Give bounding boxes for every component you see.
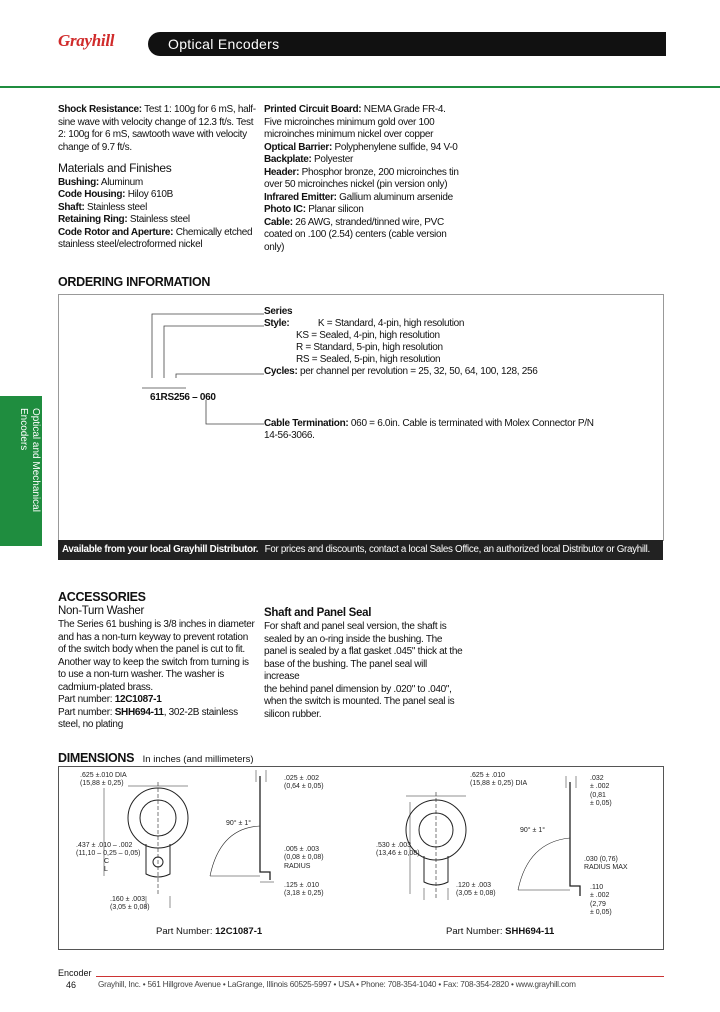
shock-label: Shock Resistance: [58, 104, 142, 115]
d2-part-number [446, 926, 554, 937]
section-tab-line2: Encoders [18, 408, 29, 451]
d2-120: .120 ± .003 [456, 882, 491, 889]
cable-label: Cable: [264, 216, 293, 228]
availability-bold: Available from your local Grayhill Distributor. [62, 544, 259, 555]
cable-termination-value: 060 = 6.0in. Cable is terminated with Molex Connector P/N [348, 418, 594, 429]
d1-part-number [156, 926, 262, 937]
washer-line: The Series 61 bushing is 3/8 inches in diameter [58, 619, 255, 630]
grayhill-logo: Grayhill [58, 31, 115, 50]
pcb-label: Printed Circuit Board: [264, 104, 362, 115]
d2-110-dimension [590, 884, 612, 918]
d2-dia: .625 ± .010 [470, 772, 505, 779]
specs-left [58, 104, 258, 252]
photo-ic-label: Photo IC: [264, 204, 306, 215]
rotor-value: Chemically etched [173, 226, 253, 238]
d1-angle: 90° ± 1° [226, 820, 252, 827]
d2-530-dimension [376, 842, 420, 859]
header-value: over 50 microinches nickel (pin version only) [264, 179, 448, 190]
title-bar [148, 32, 666, 56]
d1-160-mm: (3,05 ± 0,08) [110, 904, 150, 912]
d1-radius: .005 ± .003 [284, 846, 319, 853]
d1-radius-dimension [284, 846, 324, 871]
washer-line: Another way to keep the switch from turning is [58, 656, 249, 668]
header-value: Phosphor bronze, 200 microinches tin [299, 166, 459, 178]
ordering-details [264, 306, 537, 378]
d2-dia-mm: (15,88 ± 0,25) DIA [470, 780, 528, 788]
d2-032-mm: (0,81 [590, 791, 606, 799]
emitter-label: Infrared Emitter: [264, 191, 337, 203]
barrier-label: Optical Barrier: [264, 141, 333, 153]
seal-pn-label: Part number: [58, 706, 115, 718]
shaft-line: the behind panel dimension by .020" to .040", [264, 683, 452, 695]
cable-termination-value: 14-56-3066. [264, 430, 315, 441]
washer-line: cadmium-plated brass. [58, 681, 153, 693]
d2-110: .110 [590, 884, 604, 891]
cycles-value: per channel per revolution = 25, 32, 50, 64, 100, 128, 256 [299, 366, 538, 377]
d2-pn: SHH694-11 [505, 926, 555, 937]
d1-dia-mm: (15,88 ± 0,25) [80, 780, 124, 788]
page-title: Optical Encoders [168, 36, 280, 52]
shock-text: 2: 100g for 6 mS, sawtooth wave with velocity [58, 129, 247, 140]
emitter-value: Gallium aluminum arsenide [336, 191, 453, 203]
d2-110-tol: ± .002 [590, 892, 610, 900]
washer-line: and has a non-turn keyway to prevent rotation [58, 631, 248, 643]
footer-address: Grayhill, Inc. • 561 Hillgrove Avenue • LaGrange, Illinois 60525-5997 • USA • Phone: 708-354-1040 • Fax: 708-354-2820 • www.grayhill.com [98, 980, 576, 989]
washer-pn-label: Part number: [58, 694, 115, 705]
d1-pn: 12C1087-1 [215, 926, 263, 937]
shaft-label: Shaft: [58, 201, 85, 213]
dimensions-sub: In inches (and millimeters) [142, 754, 254, 765]
cycles-line [176, 374, 264, 378]
bushing-label: Bushing: [58, 176, 99, 188]
seal-pn-text: , 302-2B stainless [163, 706, 238, 718]
housing-label: Code Housing: [58, 189, 126, 200]
d1-160-dimension [110, 896, 150, 913]
dimensions-title [58, 749, 254, 767]
style-option: KS = Sealed, 4-pin, high resolution [296, 330, 440, 341]
shock-text: Test 1: 100g for 6 mS, half- [141, 104, 256, 115]
shaft-value: Stainless steel [84, 201, 147, 213]
d1-pn-label: Part Number: [156, 926, 216, 937]
footer-section: Encoder [58, 968, 92, 978]
d1-437-dimension [76, 842, 140, 859]
shaft-line: when the switch is mounted. The panel seal is [264, 696, 455, 707]
d1-125: .125 ± .010 [284, 882, 319, 889]
d2-110-mm: (2,79 [590, 900, 606, 908]
header-divider [0, 86, 720, 88]
part-code: 61RS256 – 060 [150, 392, 216, 403]
d2-120-mm: (3,05 ± 0,08) [456, 890, 496, 898]
shaft-line: panel is sealed by a flat gasket .045" thick at the [264, 646, 463, 657]
pcb-value: NEMA Grade FR-4. [361, 104, 446, 115]
angle-arc [210, 826, 260, 876]
washer-line: to use a non-turn washer. The washer is [58, 669, 224, 680]
seal-side-profile [570, 782, 580, 896]
rotor-value: stainless steel/electroformed nickel [58, 239, 203, 250]
dimensions-heading: DIMENSIONS [58, 751, 135, 765]
d2-radius-dimension [584, 856, 628, 873]
style-label: Style: [264, 318, 290, 329]
cable-termination [264, 418, 659, 442]
d1-437-mm: (11,10 – 0,25 – 0,05) [76, 850, 141, 858]
style-option: R = Standard, 5-pin, high resolution [296, 342, 443, 353]
d1-125-mm: (3,18 ± 0,25) [284, 890, 324, 898]
d1-160: .160 ± .003 [110, 896, 145, 903]
d1-dia: .625 ±.010 DIA [80, 772, 127, 779]
specs-right [264, 104, 464, 254]
ordering-heading: ORDERING INFORMATION [58, 275, 211, 289]
d1-437: .437 ± .010 – .002 [76, 842, 133, 849]
shaft-line: silicon rubber. [264, 708, 322, 720]
cable-value: 26 AWG, stranded/tinned wire, PVC [292, 216, 444, 228]
series-label: Series [264, 306, 293, 317]
backplate-value: Polyester [311, 154, 354, 165]
pcb-value: microinches minimum nickel over copper [264, 129, 434, 140]
washer-pn: 12C1087-1 [114, 694, 162, 705]
d2-110-mm-tol: ± 0,05) [590, 909, 612, 917]
d2-radius: .030 (0,76) [584, 856, 618, 863]
d1-centerline-label: C L [104, 858, 110, 874]
shock-text: change of 9.7 ft/s. [58, 141, 132, 153]
washer-heading: Non-Turn Washer [58, 605, 145, 617]
seal-pn: SHH694-11 [114, 706, 164, 718]
ring-label: Retaining Ring: [58, 214, 128, 225]
shaft-line: base of the bushing. The panel seal will increase [264, 658, 427, 682]
header-label: Header: [264, 166, 300, 178]
washer-line: of the switch body when the panel is cut to fit. [58, 644, 245, 655]
d2-pn-label: Part Number: [446, 926, 506, 937]
d2-032-tol: ± .002 [590, 783, 610, 791]
cable-value: coated on .100 (2.54) centers (cable version [264, 229, 447, 240]
d1-radius-label: RADIUS [284, 862, 311, 870]
series-line [152, 314, 264, 378]
d1-dia-dimension [80, 772, 127, 789]
ring-value: Stainless steel [127, 214, 190, 225]
d2-032-mm-tol: ± 0,05) [590, 800, 612, 808]
shock-text: sine wave with velocity change of 12.3 ft/s. Test [58, 116, 254, 128]
d1-125-dimension [284, 882, 324, 899]
d2-dia-dimension [470, 772, 527, 789]
backplate-label: Backplate: [264, 154, 312, 165]
shaft-line: sealed by an o-ring inside the bushing. The [264, 633, 443, 645]
availability-bar [58, 540, 663, 560]
barrier-value: Polyphenylene sulfide, 94 V-0 [332, 141, 458, 153]
ordering-callout-lines [140, 300, 270, 430]
style-option: RS = Sealed, 5-pin, high resolution [296, 354, 441, 365]
section-tab-line1: Optical and Mechanical [30, 408, 41, 512]
cable-value: only) [264, 241, 285, 253]
pcb-value: Five microinches minimum gold over 100 [264, 116, 435, 128]
page-number: 46 [66, 980, 77, 990]
photo-ic-value: Planar silicon [305, 204, 364, 215]
d1-radius-mm: (0,08 ± 0,08) [284, 854, 324, 862]
rotor-label: Code Rotor and Aperture: [58, 226, 174, 238]
cable-termination-label: Cable Termination: [264, 418, 349, 429]
shaft-seal-heading: Shaft and Panel Seal [264, 607, 372, 619]
d1-025-dimension [284, 775, 324, 792]
bushing-value: Aluminum [98, 176, 143, 188]
washer-side-profile [260, 776, 270, 880]
d1-025: .025 ± .002 [284, 775, 319, 782]
housing-value: Hiloy 610B [125, 189, 174, 200]
d2-032-dimension [590, 775, 612, 809]
d2-530-mm: (13,46 ± 0,08) [376, 850, 420, 858]
d2-530: .530 ± .003 [376, 842, 411, 849]
d1-025-mm: (0,64 ± 0,05) [284, 783, 324, 791]
cycles-label: Cycles: [264, 366, 298, 377]
shaft-seal-text [264, 621, 464, 721]
materials-heading: Materials and Finishes [58, 161, 172, 175]
availability-text: For prices and discounts, contact a local Sales Office, an authorized local Distributor or Grayhill. [262, 544, 650, 555]
d2-120-dimension [456, 882, 496, 899]
footer-divider [96, 976, 664, 977]
style-line [164, 326, 264, 378]
accessories-heading: ACCESSORIES [58, 590, 146, 604]
section-tab [0, 396, 42, 546]
d2-radius-label: RADIUS MAX [584, 864, 628, 872]
d2-032: .032 [590, 775, 604, 782]
style-option: K = Standard, 4-pin, high resolution [317, 318, 465, 329]
seal-pn-text: steel, no plating [58, 719, 123, 730]
shaft-line: For shaft and panel seal version, the shaft is [264, 621, 447, 632]
washer-text [58, 619, 258, 732]
d2-angle: 90° ± 1° [520, 827, 546, 834]
